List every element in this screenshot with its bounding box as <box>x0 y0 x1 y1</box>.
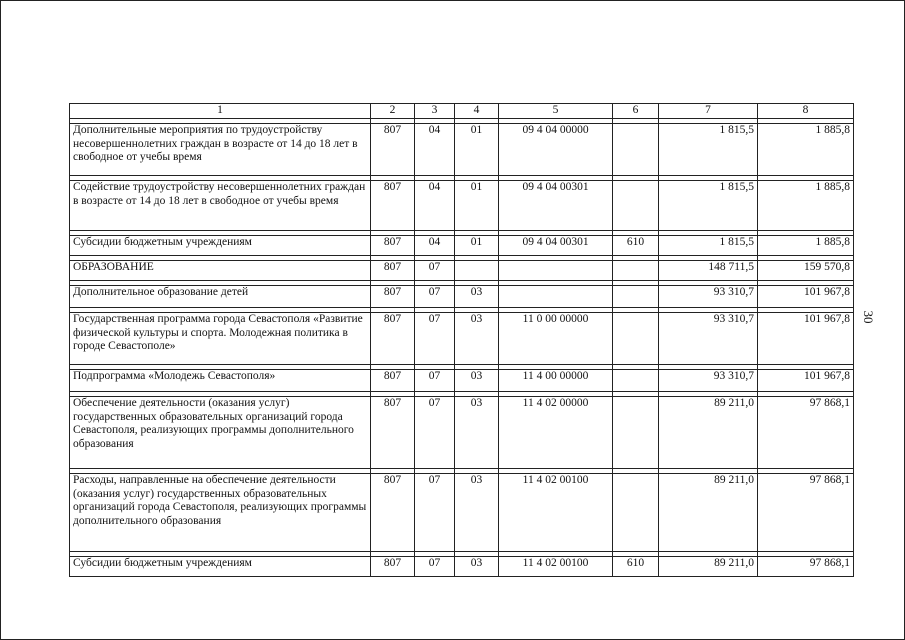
grbs-code-cell: 807 <box>371 370 415 392</box>
section-code-cell: 07 <box>415 370 455 392</box>
table-body <box>70 119 854 577</box>
subsection-code-cell <box>455 261 499 281</box>
amount-year1-cell: 89 211,0 <box>659 397 758 469</box>
amount-year1-cell: 1 815,5 <box>659 181 758 231</box>
section-code-cell: 04 <box>415 181 455 231</box>
row-name-cell: Субсидии бюджетным учреждениям <box>70 557 371 577</box>
target-article-cell: 11 4 02 00100 <box>499 557 613 577</box>
target-article-cell: 09 4 04 00000 <box>499 124 613 176</box>
grbs-code-cell: 807 <box>371 397 415 469</box>
row-name-cell: Государственная программа города Севастополя «Развитие физической культуры и спорта. Молодежная политика в городе Севастополе» <box>70 313 371 365</box>
amount-year2-cell: 97 868,1 <box>758 557 854 577</box>
expense-type-cell <box>613 181 659 231</box>
subsection-code-cell: 01 <box>455 181 499 231</box>
amount-year1-cell: 89 211,0 <box>659 557 758 577</box>
target-article-cell: 11 4 02 00100 <box>499 474 613 552</box>
expense-type-cell <box>613 286 659 308</box>
column-header: 8 <box>758 104 854 119</box>
table-row <box>70 397 854 469</box>
table-row <box>70 124 854 176</box>
column-header: 6 <box>613 104 659 119</box>
row-name-cell: Подпрограмма «Молодежь Севастополя» <box>70 370 371 392</box>
amount-year2-cell: 1 885,8 <box>758 181 854 231</box>
section-code-cell: 04 <box>415 236 455 256</box>
amount-year2-cell: 97 868,1 <box>758 474 854 552</box>
target-article-cell: 11 4 00 00000 <box>499 370 613 392</box>
expense-type-cell <box>613 261 659 281</box>
expense-type-cell <box>613 313 659 365</box>
section-code-cell: 07 <box>415 474 455 552</box>
row-name-cell: Дополнительные мероприятия по трудоустройству несовершеннолетних граждан в возрасте от 14 до 18 лет в свободное от учебы время <box>70 124 371 176</box>
subsection-code-cell: 01 <box>455 124 499 176</box>
table-row <box>70 474 854 552</box>
amount-year1-cell: 148 711,5 <box>659 261 758 281</box>
section-code-cell: 07 <box>415 261 455 281</box>
subsection-code-cell: 03 <box>455 474 499 552</box>
amount-year2-cell: 101 967,8 <box>758 286 854 308</box>
column-header: 5 <box>499 104 613 119</box>
expense-type-cell <box>613 370 659 392</box>
grbs-code-cell: 807 <box>371 557 415 577</box>
table-row <box>70 286 854 308</box>
subsection-code-cell: 03 <box>455 286 499 308</box>
amount-year2-cell: 101 967,8 <box>758 313 854 365</box>
amount-year1-cell: 93 310,7 <box>659 286 758 308</box>
section-code-cell: 07 <box>415 557 455 577</box>
grbs-code-cell: 807 <box>371 236 415 256</box>
section-code-cell: 07 <box>415 397 455 469</box>
target-article-cell: 09 4 04 00301 <box>499 181 613 231</box>
grbs-code-cell: 807 <box>371 474 415 552</box>
amount-year2-cell: 159 570,8 <box>758 261 854 281</box>
table-row <box>70 370 854 392</box>
row-name-cell: Субсидии бюджетным учреждениям <box>70 236 371 256</box>
table-row <box>70 557 854 577</box>
table-row <box>70 181 854 231</box>
expense-type-cell <box>613 474 659 552</box>
section-code-cell: 04 <box>415 124 455 176</box>
row-name-cell: Содействие трудоустройству несовершеннолетних граждан в возрасте от 14 до 18 лет в свободное от учебы время <box>70 181 371 231</box>
amount-year2-cell: 1 885,8 <box>758 124 854 176</box>
amount-year2-cell: 97 868,1 <box>758 397 854 469</box>
row-name-cell: Дополнительное образование детей <box>70 286 371 308</box>
amount-year2-cell: 1 885,8 <box>758 236 854 256</box>
subsection-code-cell: 03 <box>455 557 499 577</box>
column-header: 7 <box>659 104 758 119</box>
column-header: 4 <box>455 104 499 119</box>
expense-type-cell: 610 <box>613 236 659 256</box>
table-row <box>70 313 854 365</box>
grbs-code-cell: 807 <box>371 286 415 308</box>
target-article-cell <box>499 286 613 308</box>
amount-year2-cell: 101 967,8 <box>758 370 854 392</box>
table-header-row <box>70 104 854 119</box>
section-code-cell: 07 <box>415 313 455 365</box>
column-header: 1 <box>70 104 371 119</box>
grbs-code-cell: 807 <box>371 124 415 176</box>
expense-type-cell <box>613 397 659 469</box>
amount-year1-cell: 1 815,5 <box>659 124 758 176</box>
subsection-code-cell: 03 <box>455 397 499 469</box>
expense-type-cell <box>613 124 659 176</box>
subsection-code-cell: 01 <box>455 236 499 256</box>
subsection-code-cell: 03 <box>455 370 499 392</box>
amount-year1-cell: 89 211,0 <box>659 474 758 552</box>
page-number: 30 <box>861 310 876 324</box>
amount-year1-cell: 1 815,5 <box>659 236 758 256</box>
subsection-code-cell: 03 <box>455 313 499 365</box>
amount-year1-cell: 93 310,7 <box>659 370 758 392</box>
expense-type-cell: 610 <box>613 557 659 577</box>
target-article-cell: 11 4 02 00000 <box>499 397 613 469</box>
budget-table <box>69 103 854 577</box>
section-code-cell: 07 <box>415 286 455 308</box>
table-row <box>70 236 854 256</box>
grbs-code-cell: 807 <box>371 181 415 231</box>
row-name-cell: Расходы, направленные на обеспечение деятельности (оказания услуг) государственных образовательных организаций города Севастополя, реализующих программы дополнительного образования <box>70 474 371 552</box>
grbs-code-cell: 807 <box>371 313 415 365</box>
row-name-cell: ОБРАЗОВАНИЕ <box>70 261 371 281</box>
target-article-cell: 09 4 04 00301 <box>499 236 613 256</box>
column-header: 3 <box>415 104 455 119</box>
target-article-cell: 11 0 00 00000 <box>499 313 613 365</box>
target-article-cell <box>499 261 613 281</box>
column-header: 2 <box>371 104 415 119</box>
amount-year1-cell: 93 310,7 <box>659 313 758 365</box>
grbs-code-cell: 807 <box>371 261 415 281</box>
table-row <box>70 261 854 281</box>
row-name-cell: Обеспечение деятельности (оказания услуг) государственных образовательных организаций города Севастополя, реализующих программы дополнительного образования <box>70 397 371 469</box>
